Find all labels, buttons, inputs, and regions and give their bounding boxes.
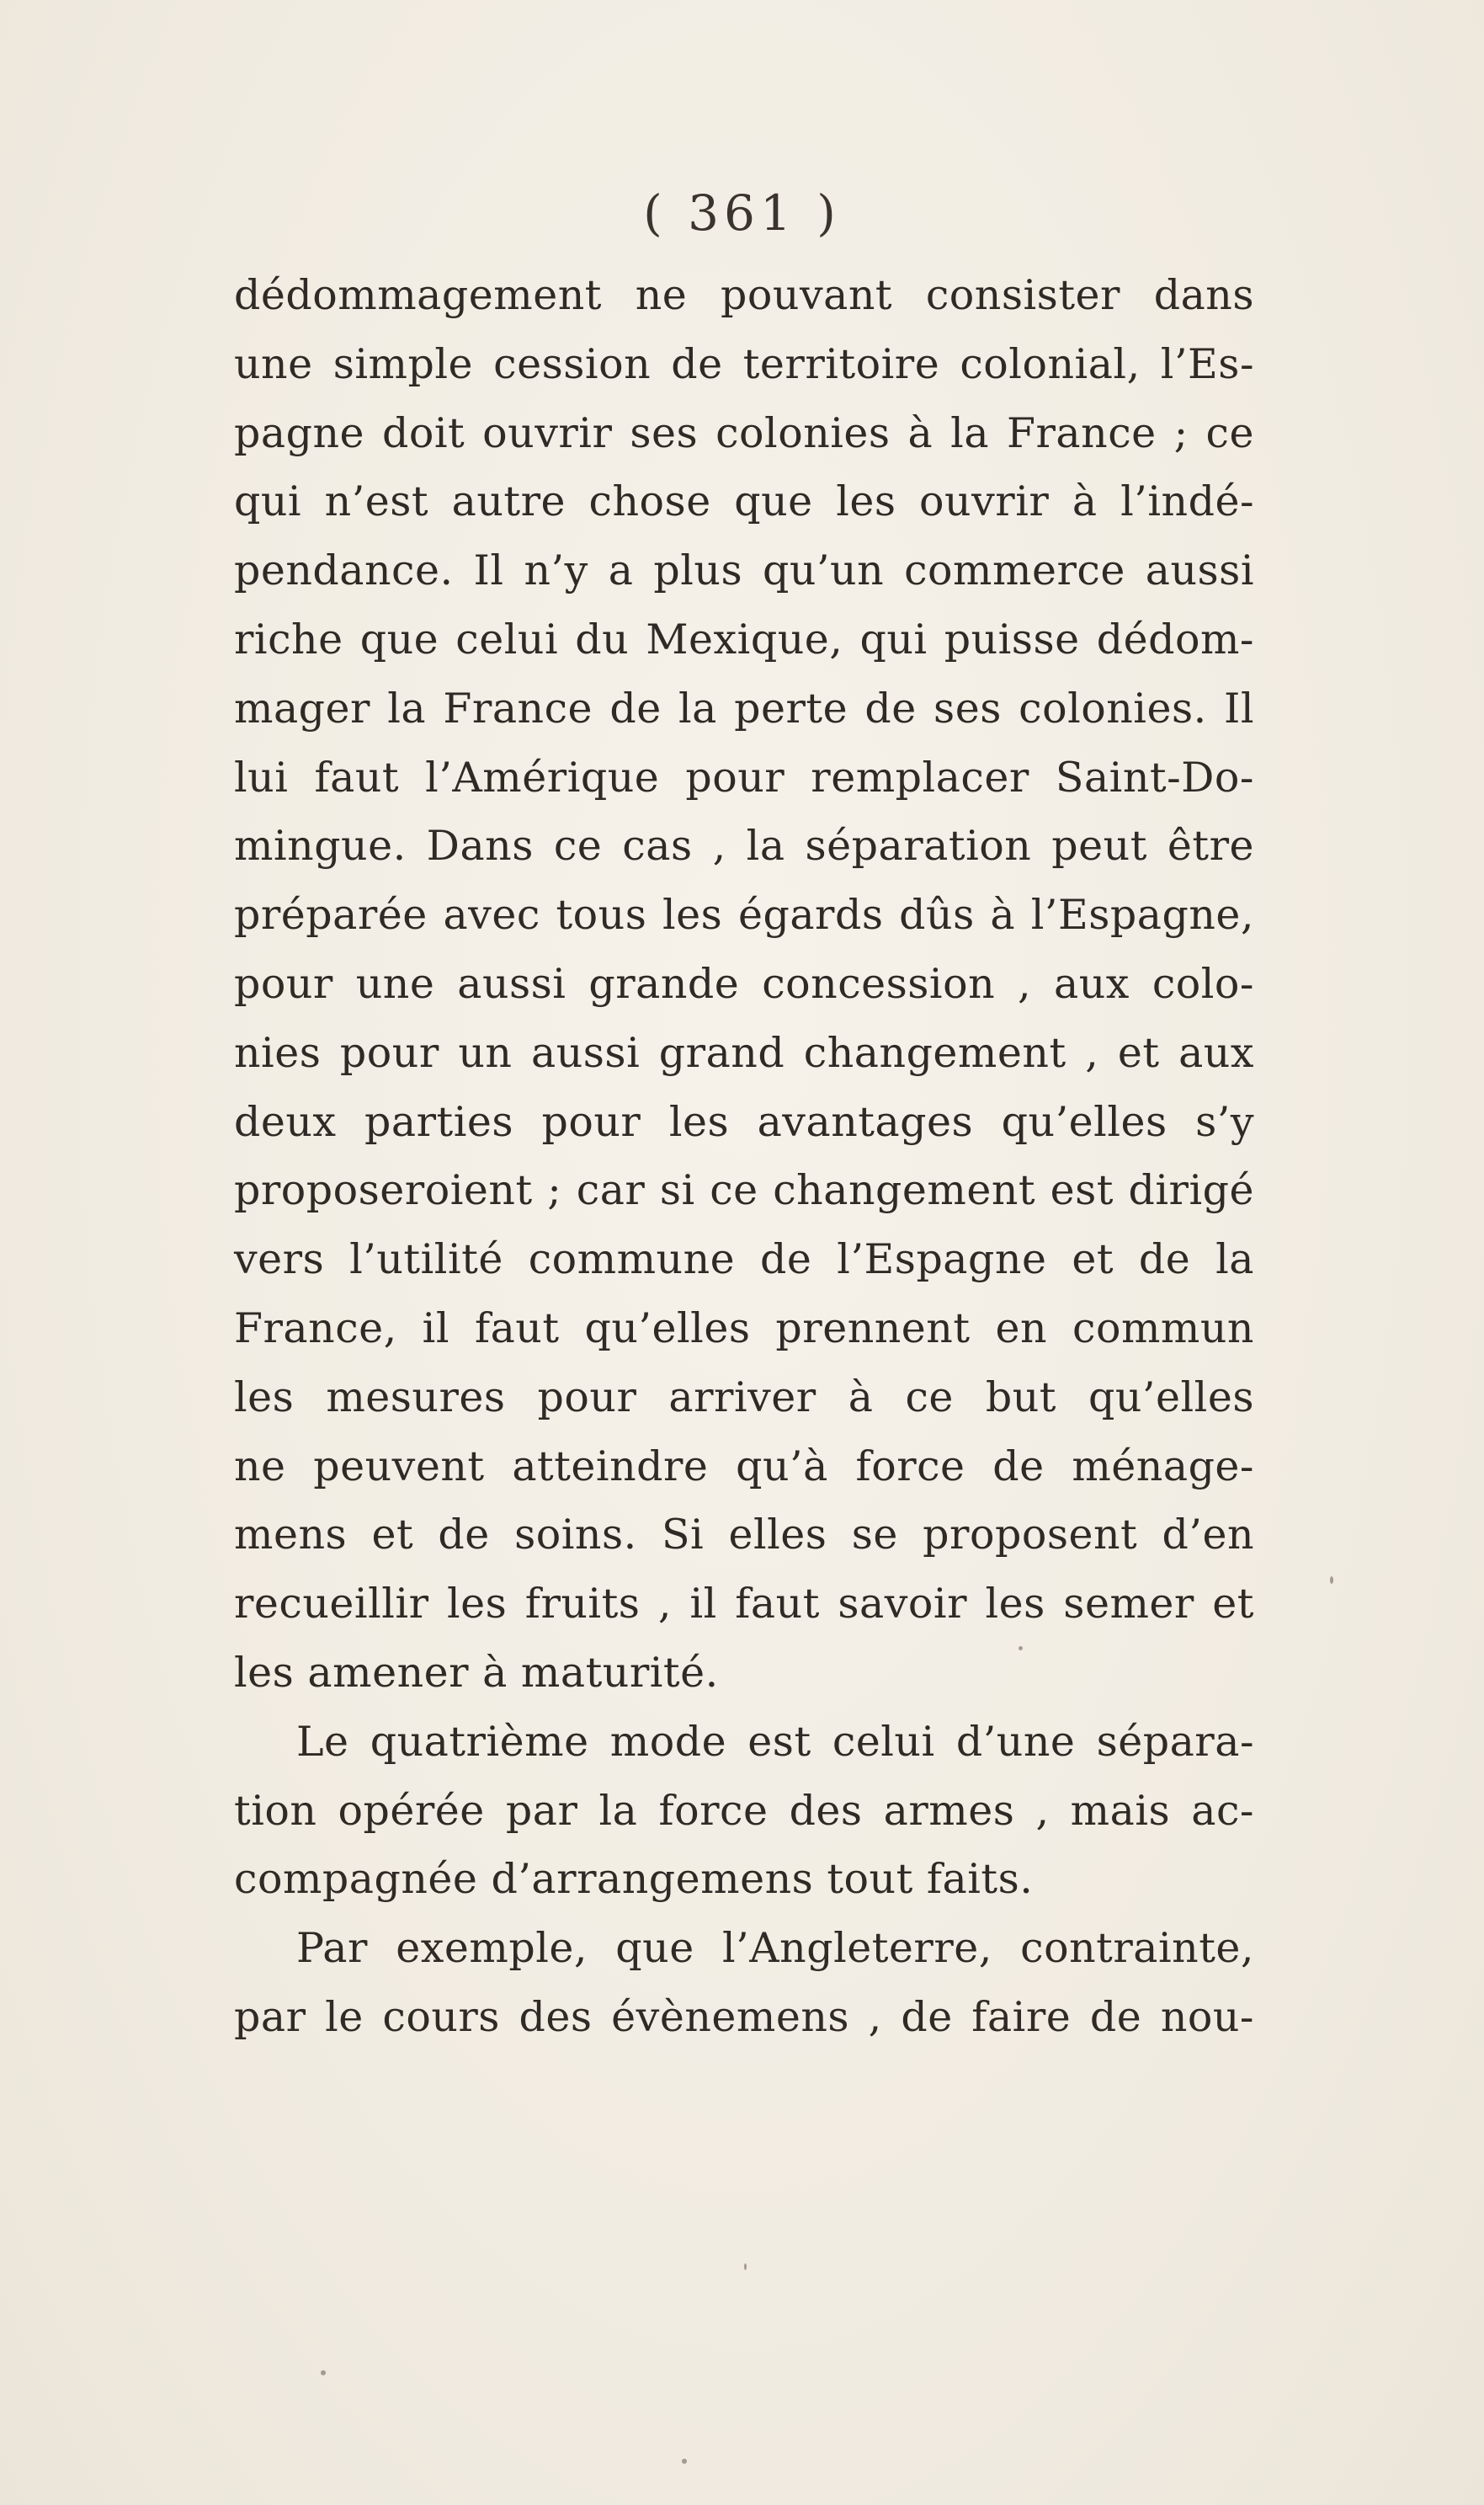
- text-line: Par exemple, que l’Angleterre, contrainte,: [296, 1924, 1254, 1973]
- text-line: recueillir les fruits , il faut savoir les semer et: [234, 1580, 1254, 1628]
- page-number: ( 361 ): [643, 184, 841, 242]
- text-line: riche que celui du Mexique, qui puisse dédom-: [234, 615, 1254, 664]
- text-line: mens et de soins. Si elles se proposent d’en: [234, 1511, 1254, 1559]
- text-line: nies pour un aussi grand changement , et aux: [234, 1028, 1254, 1077]
- paragraph: [234, 1914, 1254, 2052]
- text-line: ne peuvent atteindre qu’à force de ménage-: [234, 1442, 1254, 1490]
- paper-speck: [682, 2459, 687, 2464]
- text-line: tion opérée par la force des armes , mais ac-: [234, 1786, 1254, 1835]
- text-line: préparée avec tous les égards dûs à l’Espagne,: [234, 891, 1254, 940]
- text-line: une simple cession de territoire colonial, l’Es-: [234, 339, 1254, 388]
- text-line: par le cours des évènemens , de faire de nou-: [234, 1992, 1254, 2041]
- body-text: [234, 261, 1254, 2052]
- text-line: mager la France de la perte de ses colonies. Il: [234, 684, 1254, 733]
- paper-speck: [1330, 1576, 1333, 1584]
- paper-speck: [1019, 1646, 1023, 1650]
- text-line: pour une aussi grande concession , aux colo-: [234, 959, 1254, 1008]
- text-line: vers l’utilité commune de l’Espagne et de la: [234, 1235, 1254, 1284]
- text-line: pendance. Il n’y a plus qu’un commerce aussi: [234, 546, 1254, 595]
- text-line: France, il faut qu’elles prennent en commun: [234, 1303, 1254, 1352]
- text-line: proposeroient ; car si ce changement est dirigé: [234, 1166, 1254, 1215]
- paragraph: [234, 261, 1254, 1708]
- text-line: deux parties pour les avantages qu’elles s’y: [234, 1097, 1254, 1146]
- text-line: Le quatrième mode est celui d’une sépara-: [296, 1717, 1254, 1766]
- text-line: les mesures pour arriver à ce but qu’elles: [234, 1372, 1254, 1421]
- paragraph: [234, 1708, 1254, 1914]
- text-line: compagnée d’arrangemens tout faits.: [234, 1855, 1034, 1904]
- paper-speck: [744, 2263, 747, 2270]
- text-line: lui faut l’Amérique pour remplacer Saint-Do-: [234, 753, 1254, 802]
- text-line: pagne doit ouvrir ses colonies à la France ; ce: [234, 408, 1254, 457]
- text-line: les amener à maturité.: [234, 1648, 719, 1697]
- text-line: mingue. Dans ce cas , la séparation peut être: [234, 822, 1254, 871]
- paper-speck: [321, 2370, 326, 2375]
- text-line: dédommagement ne pouvant consister dans: [234, 271, 1254, 319]
- text-line: qui n’est autre chose que les ouvrir à l’indé-: [234, 477, 1254, 526]
